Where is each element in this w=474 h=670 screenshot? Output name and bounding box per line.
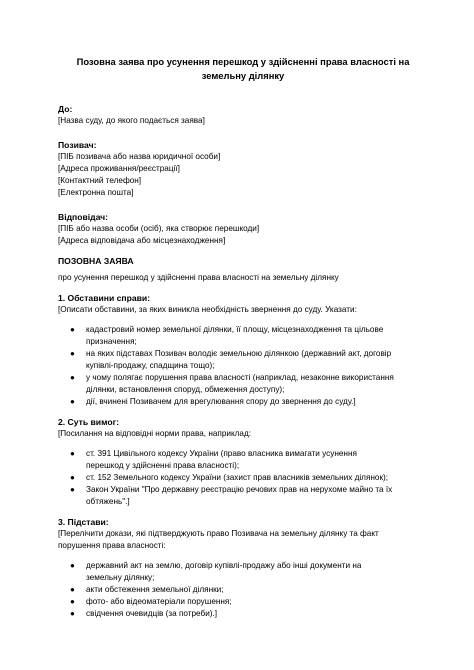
list-item [58,372,428,396]
section-heading: 1. Обставини справи: [58,293,151,303]
list-item-text: ділянки, встановлення споруд, обмеження доступу); [86,385,285,394]
list-item [58,484,428,508]
plaintiff-label: Позивач: [58,140,97,150]
title-line: Позовна заява про усунення перешкод у здійсненні права власності на [76,56,410,67]
claim-subtitle: про усунення перешкод у здійсненні права власності на земельну ділянку [58,273,339,282]
bullet-icon: ● [70,485,75,494]
list-item-text: Закон України "Про державну реєстрацію речових прав на нерухоме майно та їх [86,485,393,494]
list-item [58,348,428,372]
list-item-text: на яких підставах Позивач володіє земельною ділянкою (державний акт, договір [86,349,392,358]
list-item-text: фото- або відеоматеріали порушення; [86,597,232,606]
list-item [58,396,428,408]
court-block [58,103,428,127]
list-item [58,560,428,584]
bullet-icon: ● [70,473,75,482]
bullet-icon: ● [70,597,75,606]
list-item-text: дії, вчинені Позивачем для врегулювання спору до звернення до суду.] [86,397,356,406]
list-item-text: купівлі-продажу, спадщина тощо); [86,361,215,370]
list-item-text: акти обстеження земельної ділянки; [86,585,224,594]
document-title [54,55,432,83]
bullet-icon: ● [70,585,75,594]
list-item-text: державний акт на землю, договір купівлі-продажу або інші документи на [86,561,362,570]
list-item-text: ст. 391 Цивільного кодексу України (право власника вимагати усунення [86,449,357,458]
list-item-text: кадастровий номер земельної ділянки, її площу, місцезнаходження та цільове [86,325,384,334]
bullet-icon: ● [70,349,75,358]
list-item [58,608,428,620]
bullet-icon: ● [70,325,75,334]
claim-title: ПОЗОВНА ЗАЯВА [58,256,134,266]
plaintiff-email: [Електронна пошта] [58,188,134,197]
court-name: [Назва суду, до якого подається заява] [58,116,205,125]
bullet-icon: ● [70,449,75,458]
title-line: земельну ділянку [201,70,285,81]
list-item-text: земельну ділянку; [86,573,155,582]
list-item [58,584,428,596]
section-intro: [Описати обставини, за яких виникла необхідність звернення до суду. Указати: [58,305,357,314]
list-item [58,324,428,348]
section-heading: 3. Підстави: [58,517,109,527]
section-intro: порушення права власності: [58,541,166,550]
defendant-address: [Адреса відповідача або місцезнаходження] [58,236,226,245]
list-item-text: призначення; [86,337,137,346]
list-item-text: ст. 152 Земельного кодексу України (захист прав власників земельних ділянок); [86,473,389,482]
section-grounds [58,516,428,620]
section-circumstances [58,292,428,408]
list-item-text: у чому полягає порушення права власності (наприклад, незаконне використання [86,373,394,382]
list-item [58,596,428,608]
section-intro: [Перелічити докази, які підтверджують право Позивача на земельну ділянку та факт [58,529,379,538]
claim-heading-block [58,255,428,284]
list-item [58,472,428,484]
plaintiff-phone: [Контактний телефон] [58,176,142,185]
bullet-icon: ● [70,397,75,406]
list-item-text: свідчення очевидців (за потреби).] [86,609,218,618]
defendant-name: [ПІБ або назва особи (осіб), яка створює перешкоди] [58,224,260,233]
defendant-block [58,211,428,247]
document-content [58,55,428,620]
section-intro: [Посилання на відповідні норми права, наприклад: [58,429,252,438]
section-claims [58,416,428,508]
bullet-icon: ● [70,561,75,570]
bullet-icon: ● [70,373,75,382]
list-item-text: перешкод у здійсненні права власності); [86,461,240,470]
plaintiff-block [58,139,428,199]
plaintiff-address: [Адреса проживання/реєстрації] [58,164,180,173]
defendant-label: Відповідач: [58,212,109,222]
court-label: До: [58,104,73,114]
list-item-text: обтяжень".] [86,497,130,506]
section-heading: 2. Суть вимог: [58,417,120,427]
plaintiff-name: [ПІБ позивача або назва юридичної особи] [58,152,221,161]
bullet-list [58,448,428,508]
bullet-list [58,560,428,620]
list-item [58,448,428,472]
bullet-list [58,324,428,408]
bullet-icon: ● [70,609,75,618]
